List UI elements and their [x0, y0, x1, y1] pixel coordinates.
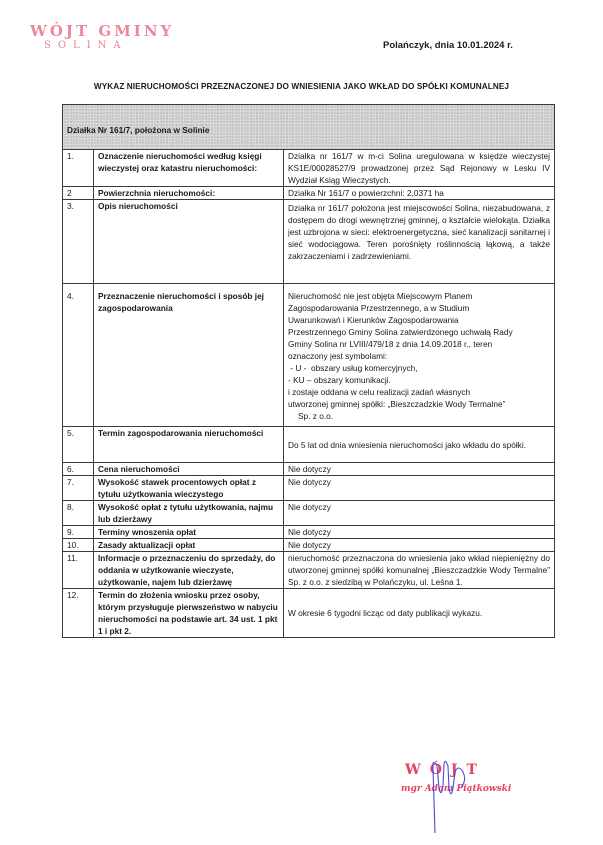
row-number: 9. — [63, 526, 94, 539]
row-value — [284, 284, 555, 427]
row-number: 7. — [63, 476, 94, 501]
handwritten-signature-icon — [425, 758, 485, 838]
value-line: Uwarunkowań i Kierunków Zagospodarowania — [288, 315, 459, 325]
table-row — [63, 187, 555, 200]
row-number: 1. — [63, 150, 94, 187]
row-number: 3. — [63, 200, 94, 284]
row-value: nieruchomość przeznaczona do wniesienia jako wkład niepieniężny do utworzonej gminnej spółki komunalnej „Bieszczadzkie Wody Termalne” Sp. z o.o. z siedzibą w Polańczyku, ul. Leśna 1. — [284, 552, 555, 589]
row-value: Działka Nr 161/7 o powierzchni: 2,0371 ha — [284, 187, 555, 200]
row-value: Działka nr 161/7 w m-ci Solina uregulowana w księdze wieczystej KS1E/00028527/9 prowadzonej przez Sąd Rejonowy w Lesku IV Wydział Ksiąg Wieczystych. — [284, 150, 555, 187]
row-value: Nie dotyczy — [284, 501, 555, 526]
stamp-line-1: WÓJT GMINY — [30, 22, 175, 40]
value-line: Przestrzennego Gminy Solina zatwierdzonego uchwałą Rady — [288, 327, 513, 337]
row-label: Cena nieruchomości — [94, 463, 284, 476]
value-line: Sp. z o.o. — [298, 411, 334, 421]
table-row — [63, 427, 555, 463]
row-label: Termin do złożenia wniosku przez osoby, którym przysługuje pierwszeństwo w nabyciu nieruchomości na podstawie art. 34 ust. 1 pkt 1 i pkt 2. — [94, 589, 284, 638]
row-value: Nie dotyczy — [284, 539, 555, 552]
row-label: Wysokość opłat z tytułu użytkowania, najmu lub dzierżawy — [94, 501, 284, 526]
value-line: Zagospodarowania Przestrzennego, a w Studium — [288, 303, 470, 313]
row-value: Działka nr 161/7 położona jest miejscowości Solina, niezabudowana, z dostępem do drogi wewnętrznej gminnej, o kształcie wielokąta. Działka jest uzbrojona w sieci: elektroenergetyczna, sieć kanalizacji sanitarnej i sieć wodociągowa. Teren porośnięty roślinnością łąkową, a także zakrzaczeniami i zadrzewieniami. — [284, 200, 555, 284]
table-row — [63, 526, 555, 539]
row-label: Termin zagospodarowania nieruchomości — [94, 427, 284, 463]
wojt-stamp-title: WÓJT — [405, 762, 486, 778]
row-label: Opis nieruchomości — [94, 200, 284, 284]
table-row — [63, 463, 555, 476]
value-line: Nieruchomość nie jest objęta Miejscowym Planem — [288, 291, 473, 301]
row-number: 5. — [63, 427, 94, 463]
table-row — [63, 501, 555, 526]
value-line: utworzonej gminnej spółki: „Bieszczadzkie Wody Termalne” — [288, 399, 506, 409]
row-value: Do 5 lat od dnia wniesienia nieruchomości jako wkładu do spółki. — [284, 427, 555, 463]
row-label: Powierzchnia nieruchomości: — [94, 187, 284, 200]
table-caption: Działka Nr 161/7, położona w Solinie — [63, 105, 555, 150]
row-label: Zasady aktualizacji opłat — [94, 539, 284, 552]
row-value: W okresie 6 tygodni licząc od daty publikacji wykazu. — [284, 589, 555, 638]
value-line: - KU – obszary komunikacji. — [288, 375, 391, 385]
value-line: Gminy Solina nr LVIII/479/18 z dnia 14.09.2018 r., teren — [288, 339, 493, 349]
table-row — [63, 552, 555, 589]
row-value: Nie dotyczy — [284, 476, 555, 501]
row-label: Terminy wnoszenia opłat — [94, 526, 284, 539]
row-number: 10. — [63, 539, 94, 552]
table-row — [63, 150, 555, 187]
row-number: 12. — [63, 589, 94, 638]
signatory-name: mgr Adam Piątkowski — [401, 784, 512, 794]
property-table — [62, 104, 555, 638]
row-number: 4. — [63, 284, 94, 427]
row-label: Przeznaczenie nieruchomości i sposób jej zagospodarowania — [94, 284, 284, 427]
table-row — [63, 284, 555, 427]
row-number: 6. — [63, 463, 94, 476]
row-value: Nie dotyczy — [284, 463, 555, 476]
row-value: Nie dotyczy — [284, 526, 555, 539]
stamp-line-2: SOLINA — [44, 40, 128, 51]
value-line: oznaczony jest symbolami: — [288, 351, 388, 361]
document-title: WYKAZ NIERUCHOMOŚCI PRZEZNACZONEJ DO WNIESIENIA JAKO WKŁAD DO SPÓŁKI KOMUNALNEJ — [93, 82, 510, 91]
signature-block — [401, 762, 512, 794]
table-row — [63, 589, 555, 638]
office-stamp — [30, 22, 174, 51]
row-number: 8. — [63, 501, 94, 526]
document-date: Polańczyk, dnia 10.01.2024 r. — [383, 40, 513, 51]
table-caption-row — [63, 105, 555, 150]
table-row — [63, 200, 555, 284]
row-label: Oznaczenie nieruchomości według księgi wieczystej oraz katastru nieruchomości: — [94, 150, 284, 187]
row-number: 2 — [63, 187, 94, 200]
value-line: i zostaje oddana w celu realizacji zadań własnych — [288, 387, 471, 397]
table-row — [63, 539, 555, 552]
table-row — [63, 476, 555, 501]
row-label: Wysokość stawek procentowych opłat z tytułu użytkowania wieczystego — [94, 476, 284, 501]
value-line: - U - obszary usług komercyjnych, — [288, 363, 418, 373]
row-number: 11. — [63, 552, 94, 589]
row-label: Informacje o przeznaczeniu do sprzedaży, do oddania w użytkowanie wieczyste, użytkowanie, najem lub dzierżawę — [94, 552, 284, 589]
